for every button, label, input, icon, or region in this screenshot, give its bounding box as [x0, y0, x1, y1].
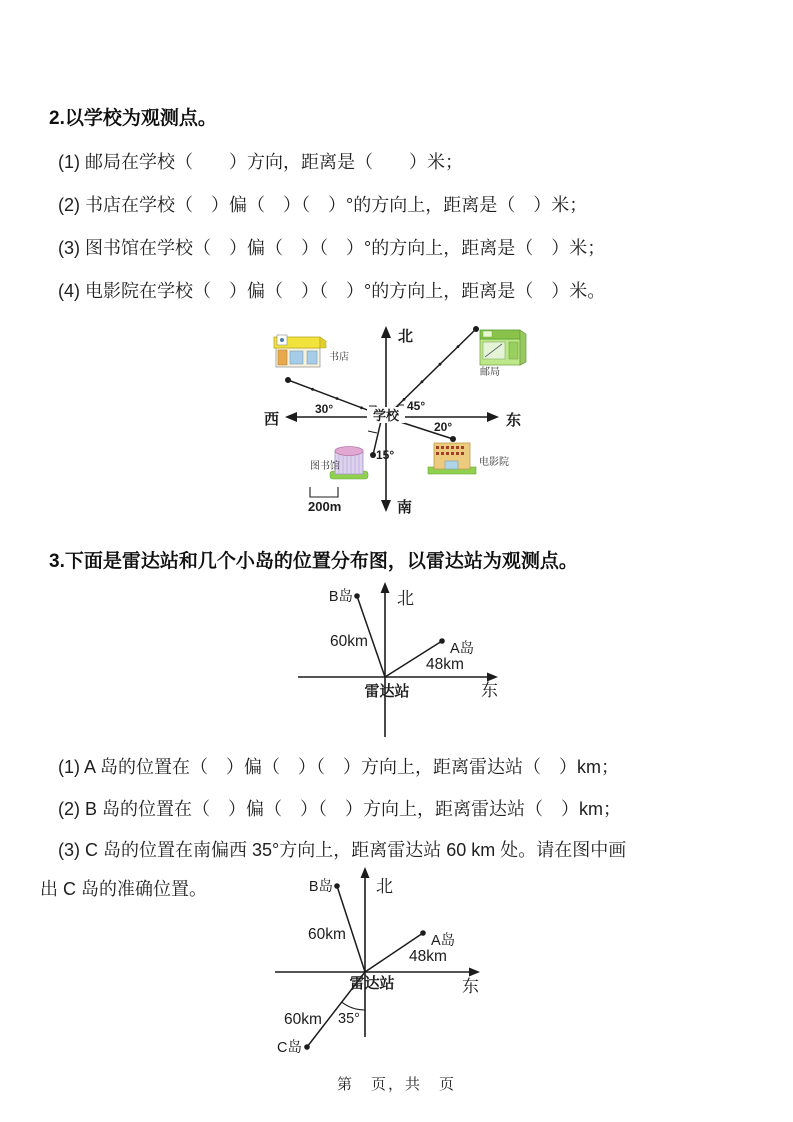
question-3-item-3: (3) C 岛的位置在南偏西 35°方向上，距离雷达站 60 km 处。请在图中画: [58, 840, 627, 860]
west-arrow-icon: [285, 412, 297, 422]
cinema-icon: [428, 443, 476, 474]
east-arrow-icon: [469, 968, 480, 977]
question-3-item-1: (1) A 岛的位置在（ ）偏（ ）（ ）方向上，距离雷达站（ ）km；: [58, 757, 620, 777]
radar-station-label: 雷达站: [364, 683, 410, 700]
angle-c-label: 35°: [338, 1011, 360, 1027]
library-label: 图书馆: [310, 461, 340, 472]
question-3-title: 3.下面是雷达站和几个小岛的位置分布图，以雷达站为观测点。: [49, 551, 578, 572]
school-direction-map: [230, 315, 560, 515]
scale-bracket: [310, 487, 338, 497]
question-3-item-2: (2) B 岛的位置在（ ）偏（ ）（ ）方向上，距离雷达站（ ）km；: [58, 799, 621, 819]
radar-map-top: [260, 580, 540, 745]
island-b-distance: 60km: [330, 633, 368, 650]
bookstore-label: 书店: [329, 352, 349, 363]
question-2-title: 2.以学校为观测点。: [49, 108, 217, 129]
post-office-icon: [480, 330, 526, 365]
post-office-angle-label: 45°: [407, 399, 426, 413]
scale-label: 200m: [308, 499, 342, 514]
north-arrow-icon: [381, 582, 390, 593]
island-a-label: A岛: [450, 641, 475, 657]
north-arrow-icon: [361, 867, 370, 878]
east-label: 东: [481, 681, 498, 700]
north-label: 北: [397, 589, 414, 608]
island-c-distance: 60km: [284, 1011, 322, 1028]
bookstore-angle-label: 30°: [315, 402, 334, 416]
island-b-label: B岛: [308, 879, 333, 895]
question-2-item-3: (3) 图书馆在学校（ ）偏（ ）（ ）°的方向上，距离是（ ）米；: [58, 238, 606, 258]
bookstore-icon: [274, 335, 326, 367]
east-label: 东: [506, 412, 522, 429]
east-arrow-icon: [487, 412, 499, 422]
question-2-item-2: (2) 书店在学校（ ）偏（ ）（ ）°的方向上，距离是（ ）米；: [58, 195, 588, 215]
angle-arc: [342, 1002, 365, 1010]
north-label: 北: [398, 328, 414, 345]
cinema-label: 电影院: [479, 457, 509, 468]
north-label: 北: [376, 877, 393, 896]
island-c-label: C岛: [277, 1040, 302, 1056]
school-label: 学校: [372, 408, 400, 423]
south-arrow-icon: [381, 500, 391, 512]
island-b-distance: 60km: [308, 926, 346, 943]
island-a-distance: 48km: [426, 656, 464, 673]
east-label: 东: [462, 977, 479, 996]
question-3-item-3-cont: 出 C 岛的准确位置。: [40, 879, 208, 899]
island-a-label: A岛: [431, 933, 456, 949]
radar-station-label: 雷达站: [349, 975, 395, 992]
library-angle-label: 15°: [376, 448, 395, 462]
page-footer: 第 页，共 页: [336, 1076, 456, 1093]
north-arrow-icon: [381, 326, 391, 338]
post-office-label: 邮局: [480, 367, 500, 378]
radar-map-bottom: [230, 865, 520, 1065]
question-2-item-4: (4) 电影院在学校（ ）偏（ ）（ ）°的方向上，距离是（ ）米。: [58, 281, 606, 301]
cinema-angle-label: 20°: [434, 420, 453, 434]
island-a-distance: 48km: [409, 948, 447, 965]
question-2-item-1: (1) 邮局在学校（ ）方向，距离是（ ）米；: [58, 152, 463, 172]
island-b-label: B岛: [328, 589, 353, 605]
west-label: 西: [264, 411, 280, 428]
south-label: 南: [397, 499, 413, 516]
